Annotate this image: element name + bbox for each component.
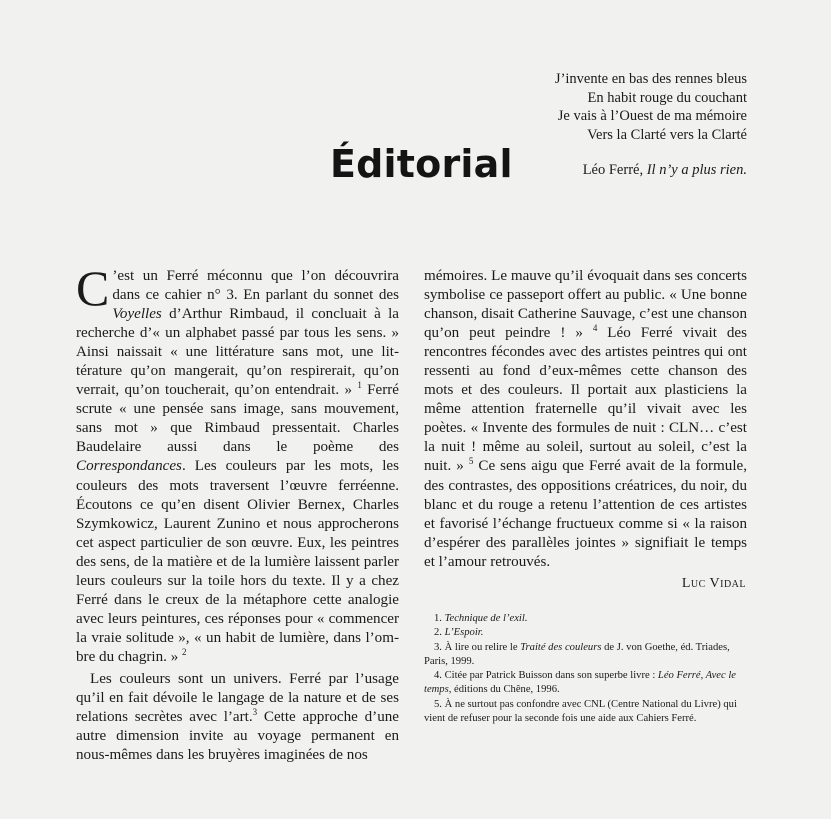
footnotes — [424, 612, 754, 726]
italic-title: Correspondances — [76, 458, 182, 475]
epigraph-line: En habit rouge du couchant — [587, 89, 747, 106]
text-run: Léo Ferré vivait des rencontres fécondes avec des artistes peintres qui ont ressenti au fond d’eux-mêmes cette chanson des mots et des couleurs. Il portait aux plasticiens la même attention fraternelle qu’il vivait avec les poètes. « Invente des formules de nuit : CLN… c’est la nuit ! même au soleil, surtout au soleil, c’est la nuit. » — [424, 325, 747, 475]
footnote-ref: 1 — [357, 380, 362, 391]
epigraph-line: J’invente en bas des rennes bleus — [554, 71, 747, 87]
footnote: 5. À ne surtout pas confondre avec CNL (Centre National du Livre) qui vient de refuser pour la seconde fois une aide aux Cahiers Ferré. — [424, 698, 737, 725]
author-signature: Luc Vidal — [681, 576, 746, 591]
footnote: 3. À lire ou relire le Traité des couleurs de J. von Goethe, éd. Triades, Paris, 1999. — [424, 641, 730, 667]
epigraph — [555, 70, 747, 180]
epigraph-line: Vers la Clarté vers la Clarté — [587, 126, 747, 143]
body-column-left — [76, 260, 399, 765]
text-run: Ce sens aigu que Ferré avait de la formule, des contrastes, des oppositions créatrices, du noir, du blanc et du rouge a retenu l’attention de ces artistes et favorisé l’échange fructueux comme si « la raison d’espérer des parallèles jointes » signifiait le temps et l’amour retrouvés. — [424, 458, 747, 570]
text-run: Ferré scrute « une pensée sans image, sans mouvement, sans mot » que Rimbaud pressentait. Charles Baudelaire aussi dans le poème des — [76, 382, 399, 456]
epigraph-citation — [555, 161, 747, 180]
paragraph-2-continued — [424, 267, 747, 572]
italic-title: Voyelles — [112, 306, 162, 323]
footnote: 1. Technique de l’exil. — [434, 613, 528, 624]
text-run: . Les couleurs par les mots, les couleurs des mots traversent l’œuvre ferréenne. Écoutons ce qu’en disent Olivier Bernex, Charles Szymkowicz, Laurent Zunino et nous approcherons cet aspect particulier de son œuvre. Eux, les peintres des sens, de la matière et de la lumière laissent parler leurs couleurs sur la toile hors du texte. Il y a chez Ferré dans le creux de la métaphore cette analogie avec leurs peintures, ces réponses pour « commencer la vraie solitude », « un habit de lumière, dans l’ombre du chagrin. » — [76, 458, 399, 665]
footnote: 4. Citée par Patrick Buisson dans son superbe livre : Léo Ferré, Avec le temps, éditions du Chêne, 1996. — [424, 670, 736, 696]
footnote-ref: 3 — [252, 707, 258, 718]
text-run: ’est un Ferré méconnu que l’on découvrira dans ce cahier n° 3. En parlant du sonnet des — [112, 268, 399, 304]
page-title: Éditorial — [330, 142, 513, 186]
footnote-ref: 2 — [182, 646, 187, 657]
epigraph-line: Je vais à l’Ouest de ma mémoire — [557, 108, 747, 124]
footnote: 2. L’Espoir. — [434, 627, 484, 639]
epigraph-work: Il n’y a plus rien. — [646, 162, 747, 178]
footnote-ref: 4 — [592, 323, 598, 334]
footnote-ref: 5 — [468, 456, 474, 467]
paragraph-2 — [76, 670, 399, 765]
text-run: d’Arthur Rimbaud, il concluait à la recherche d’« un alphabet passé par tous les sens. » Ainsi naissait « une littérature sans mot, une littérature qu’on mangerait, qu’on respirerait, qu’on verrait, qu’on toucherait, qu’on entendrait. » — [76, 306, 399, 399]
body-column-right — [424, 267, 747, 572]
paragraph-1 — [76, 260, 399, 667]
text-run: Cette approche d’une autre dimension invite au voyage permanent en nous-mêmes dans les bruyères imaginées de nos — [76, 709, 399, 764]
text-run: mémoires. Le mauve qu’il évoquait dans ses concerts symbolise ce passeport offert au public. « Une bonne chanson, disait Catherine Sauvage, c’est une chanson qu’on peut peindre ! » — [424, 268, 747, 342]
drop-cap: C — [76, 260, 110, 316]
text-run: Les couleurs sont un univers. Ferré par l’usage qu’il en fait dévoile le langage de la nature et de ses relations secrètes avec l’art. — [76, 670, 399, 726]
epigraph-author: Léo Ferré, — [582, 162, 644, 178]
